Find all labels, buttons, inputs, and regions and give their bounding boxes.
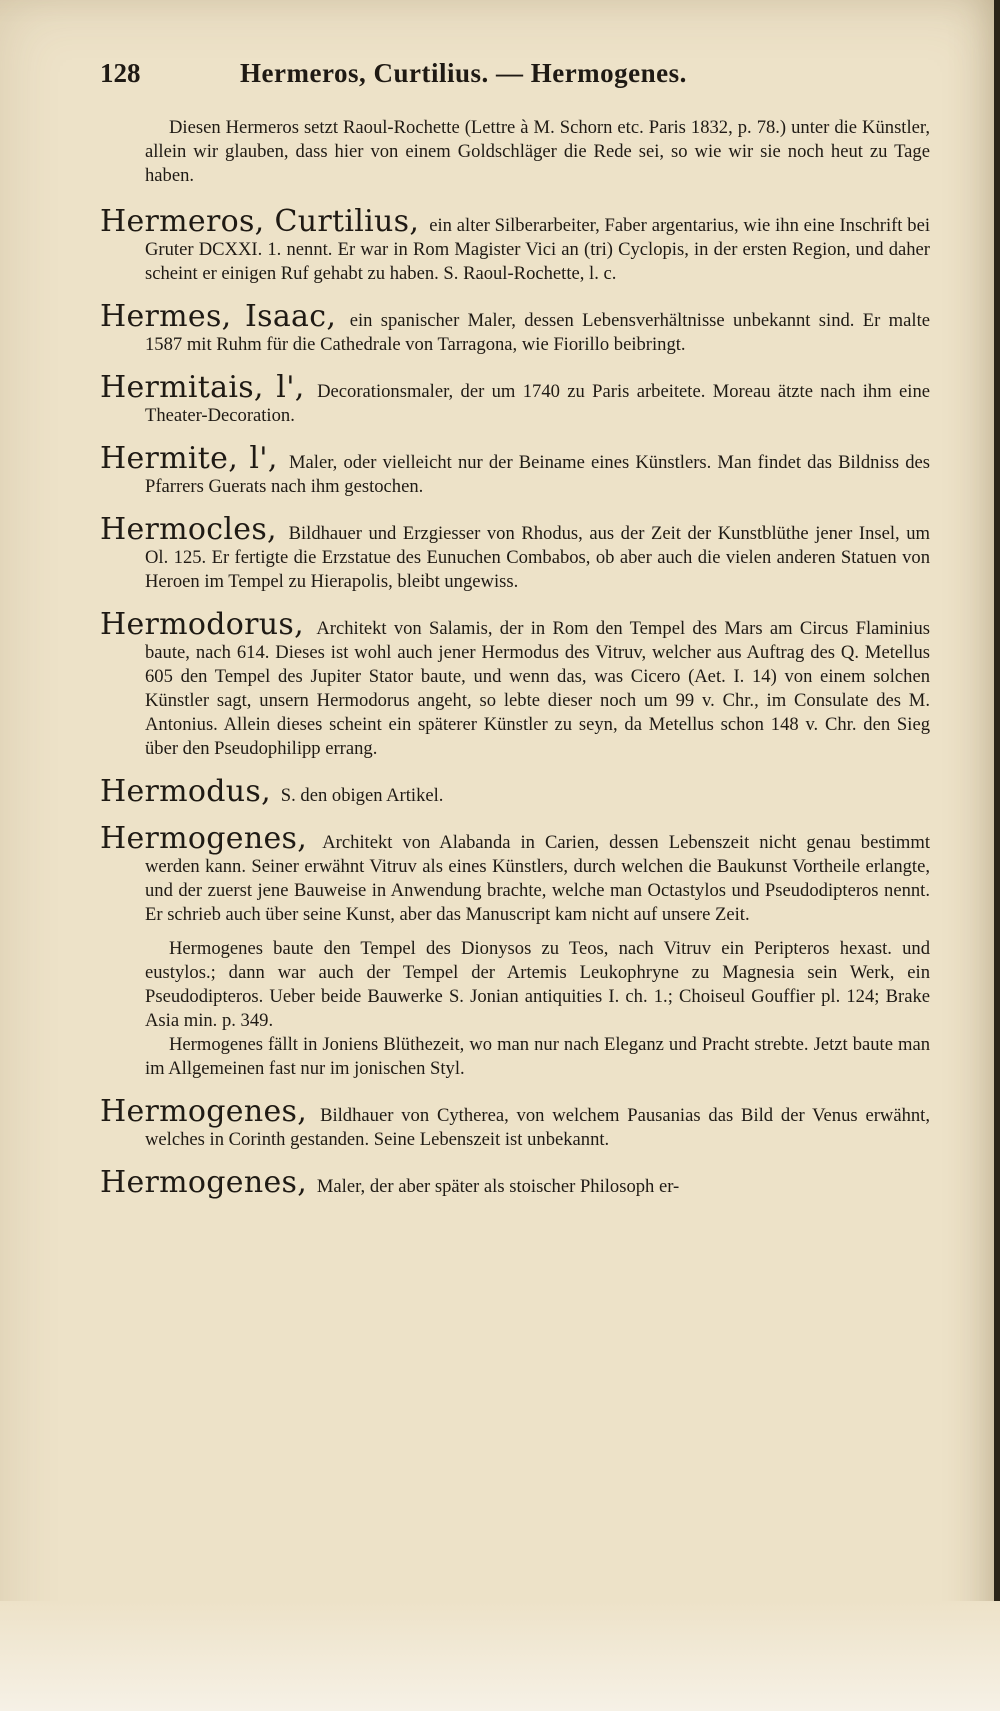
entry-head: Hermodorus, [100,607,317,642]
entry-text: Bildhauer von Cytherea, von welchem Pausanias das Bild der Venus erwähnt, welches in Corinth gestanden. Seine Lebenszeit ist unbekannt. [145,1105,930,1150]
entry-hermodorus [100,607,930,761]
page-number: 128 [100,58,141,88]
entry-text: Bildhauer und Erzgiesser von Rhodus, aus der Zeit der Kunstblüthe jener Insel, um Ol. 125. Er fertigte die Erzstatue des Eunuchen Combabos, ob aber auch die vielen anderen Statuen von Heroen im Tempel zu Hierapolis, bleibt ungewiss. [145,523,930,592]
entry-hermodus [100,774,930,809]
entry-head: Hermodus, [100,774,281,809]
entry-text: Maler, oder vielleicht nur der Beiname eines Künstlers. Man findet das Bildniss des Pfarrers Guerats nach ihm gestochen. [145,452,930,497]
entry-head: Hermes, Isaac, [100,299,350,334]
entry-text: Maler, der aber später als stoischer Philosoph er- [316,1176,680,1197]
entry-hermocles [100,512,930,594]
page-edge-shadow [994,0,1000,1711]
entry-head: Hermogenes, [100,1165,317,1200]
entry-text: Architekt von Alabanda in Carien, dessen Lebenszeit nicht genau bestimmt werden kann. Seiner erwähnt Vitruv als eines Künstlers, durch welchen die Baukunst Vortheile erlangte, und der zuerst jene Bauweise in Anwendung brachte, welche man Octastylos und Pseudodipteros nennt. Er schrieb auch über seine Kunst, aber das Manuscript kam nicht auf unsere Zeit. [145,832,931,925]
note-top [145,116,930,188]
note-top-text: Diesen Hermeros setzt Raoul-Rochette (Lettre à M. Schorn etc. Paris 1832, p. 78.) unter die Künstler, allein wir glauben, dass hier von einem Goldschläger die Rede sei, so wie wir sie noch heut zu Tage haben. [145,117,930,186]
entry-text: S. den obigen Artikel. [280,785,444,806]
entry-hermes [100,299,930,357]
entry-head: Hermite, l', [100,441,289,476]
entry-text: ein alter Silberarbeiter, Faber argentarius, wie ihn eine Inschrift bei Gruter DCXXI. 1. nennt. Er war in Rom Magister Vici an (tri) Cyclopis, in der ersten Region, und daher scheint er einigen Ruf gehabt zu haben. S. Raoul-Rochette, l. c. [145,215,931,284]
sub-note [145,937,930,1081]
page-header [100,58,930,98]
entry-hermogenes-architect [100,821,931,927]
entry-hermite [100,441,930,499]
entry-text: Decorationsmaler, der um 1740 zu Paris arbeitete. Moreau ätzte nach ihm eine Theater-Decoration. [145,381,930,426]
sub-note-paragraph: Hermogenes baute den Tempel des Dionysos zu Teos, nach Vitruv ein Peripteros hexast. und eustylos.; dann war auch der Tempel der Artemis Leukophryne zu Magnesia sein Werk, ein Pseudodipteros. Ueber beide Bauwerke S. Jonian antiquities I. ch. 1.; Choiseul Gouffier pl. 124; Brake Asia min. p. 349. [145,938,930,1031]
entry-head: Hermogenes, [100,1094,321,1129]
entry-head: Hermeros, Curtilius, [100,204,430,239]
entry-hermitais [100,370,930,428]
entry-head: Hermocles, [100,512,289,547]
entry-head: Hermogenes, [100,821,323,856]
entry-hermeros [100,204,931,286]
page-content [100,58,930,1218]
sub-note-paragraph: Hermogenes fällt in Joniens Blüthezeit, wo man nur nach Eleganz und Pracht strebte. Jetzt baute man im Allgemeinen fast nur im jonischen Styl. [145,1034,930,1079]
entry-head: Hermitais, l', [100,370,318,405]
entry-hermogenes-painter [100,1165,930,1200]
entry-hermogenes-sculptor [100,1094,930,1152]
running-head: Hermeros, Curtilius. — Hermogenes. [240,58,687,88]
entry-text: Architekt von Salamis, der in Rom den Tempel des Mars am Circus Flaminius baute, nach 614. Dieses ist wohl auch jener Hermodus des Vitruv, welcher aus Auftrag des Q. Metellus 605 den Tempel des Jupiter Stator baute, und wenn das, was Cicero (Aet. I. 14) von einem solchen Künstler sagt, unsern Hermodorus angeht, so lebte dieser noch um 99 v. Chr., im Consulate des M. Antonius. Allein dieses scheint ein späterer Künstler zu seyn, da Metellus schon 148 v. Chr. den Sieg über den Pseudophilipp errang. [145,618,930,759]
page-bottom-margin [0,1601,1000,1711]
entry-text: ein spanischer Maler, dessen Lebensverhältnisse unbekannt sind. Er malte 1587 mit Ruhm für die Cathedrale von Tarragona, wie Fiorillo beibringt. [145,310,930,355]
